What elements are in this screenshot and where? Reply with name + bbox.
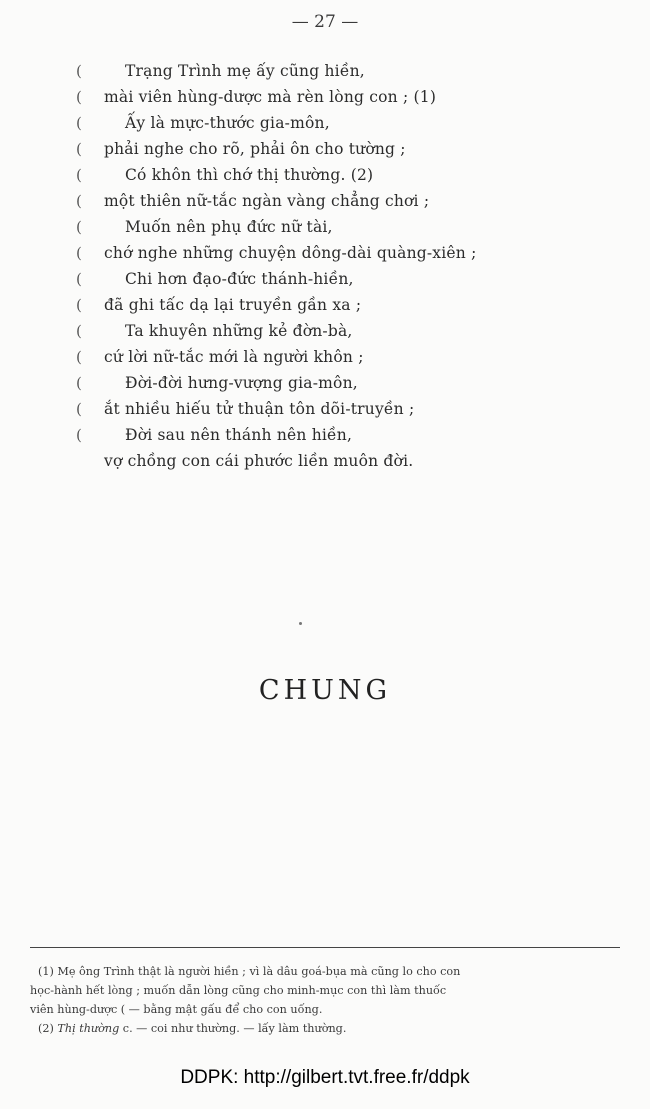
couplet-bracket: ( xyxy=(76,270,82,288)
couplet-bracket: ( xyxy=(76,244,82,262)
footnote-2 xyxy=(30,1019,630,1038)
poem-line: Ta khuyên những kẻ đờn-bà, xyxy=(125,322,353,340)
poem-line: cứ lời nữ-tắc mới là người khôn ; xyxy=(104,348,364,366)
poem-line: một thiên nữ-tắc ngàn vàng chẳng chơi ; xyxy=(104,192,430,210)
couplet-bracket: ( xyxy=(76,218,82,236)
footnotes xyxy=(30,962,630,1038)
couplet-bracket: ( xyxy=(76,62,82,80)
poem-line: mài viên hùng-dược mà rèn lòng con ; (1) xyxy=(104,88,437,106)
poem-line: vợ chồng con cái phước liền muôn đời. xyxy=(104,452,414,470)
footnote-divider xyxy=(30,947,620,948)
poem-line: Muốn nên phụ đức nữ tài, xyxy=(125,218,333,236)
couplet-bracket: ( xyxy=(76,114,82,132)
poem-line: Chi hơn đạo-đức thánh-hiền, xyxy=(125,270,354,288)
footnote-1-line: học-hành hết lòng ; muốn dẫn lòng cũng cho minh-mục con thì làm thuốc xyxy=(30,984,447,997)
source-credit: DDPK: http://gilbert.tvt.free.fr/ddpk xyxy=(180,1067,470,1088)
poem-line: Đời sau nên thánh nên hiền, xyxy=(125,426,353,444)
couplet-bracket: ( xyxy=(76,192,82,210)
couplet-bracket: ( xyxy=(76,426,82,444)
poem-line: Trạng Trình mẹ ấy cũng hiền, xyxy=(125,62,365,80)
couplet-bracket: ( xyxy=(76,140,82,158)
footnote-1-line: (1) Mẹ ông Trình thật là người hiền ; vì là dâu goá-bụa mà cũng lo cho con xyxy=(38,965,461,978)
poem-line: Đời-đời hưng-vượng gia-môn, xyxy=(125,374,358,392)
poem-line: chớ nghe những chuyện dông-dài quàng-xiên ; xyxy=(104,244,477,262)
poem-line: Có khôn thì chớ thị thường. (2) xyxy=(125,166,374,184)
couplet-bracket: ( xyxy=(76,400,82,418)
poem-line: phải nghe cho rõ, phải ôn cho tường ; xyxy=(104,140,406,158)
poem-line: Ấy là mực-thước gia-môn, xyxy=(125,114,330,132)
page-number: — 27 — xyxy=(291,12,359,32)
section-title: CHUNG xyxy=(258,675,392,706)
couplet-bracket: ( xyxy=(76,88,82,106)
footnote-1-line: viên hùng-dược ( — bằng mật gấu để cho con uống. xyxy=(30,1003,323,1016)
couplet-bracket: ( xyxy=(76,296,82,314)
couplet-bracket: ( xyxy=(76,322,82,340)
couplet-bracket: ( xyxy=(76,348,82,366)
poem-line: ắt nhiều hiếu tử thuận tôn dõi-truyền ; xyxy=(104,400,415,418)
footnote-2-marker: (2) xyxy=(38,1022,54,1035)
ornament-dot xyxy=(299,622,302,625)
poem-line: đã ghi tấc dạ lại truyền gần xa ; xyxy=(104,296,362,314)
couplet-bracket: ( xyxy=(76,374,82,392)
footnote-2-text: c. — coi như thường. — lấy làm thường. xyxy=(122,1022,347,1035)
couplet-bracket: ( xyxy=(76,166,82,184)
footnote-2-term: Thị thường xyxy=(57,1022,120,1035)
